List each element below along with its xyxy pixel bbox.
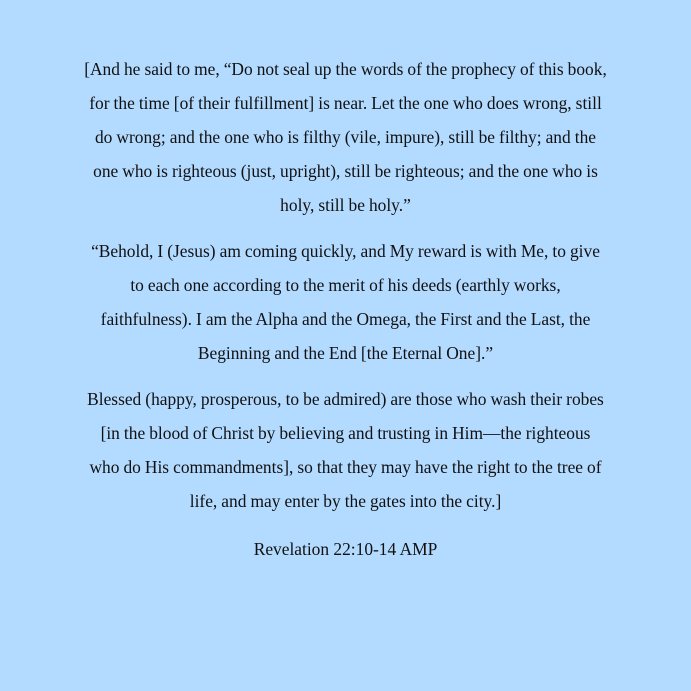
verse-paragraph-2: “Behold, I (Jesus) am coming quickly, and My reward is with Me, to give to each one according to the merit of his deeds (earthly works, faithfulness). I am the Alpha and the Omega, the First and the Last, the Beginning and the End [the Eternal One].” xyxy=(91,241,600,363)
verse-paragraph-3: Blessed (happy, prosperous, to be admired) are those who wash their robes [in the blood of Christ by believing and trusting in Him—the righteous who do His commandments], so that they may have the right to the tree of life, and may enter by the gates into the city.] xyxy=(87,389,604,511)
scripture-citation: Revelation 22:10-14 AMP xyxy=(253,539,438,559)
verse-paragraph-1: [And he said to me, “Do not seal up the words of the prophecy of this book, for the time [of their fulfillment] is near. Let the one who does wrong, still do wrong; and the one who is filthy (vile, impure), still be filthy; and the one who is righteous (just, upright), still be righteous; and the one who is holy, still be holy.” xyxy=(84,59,607,215)
